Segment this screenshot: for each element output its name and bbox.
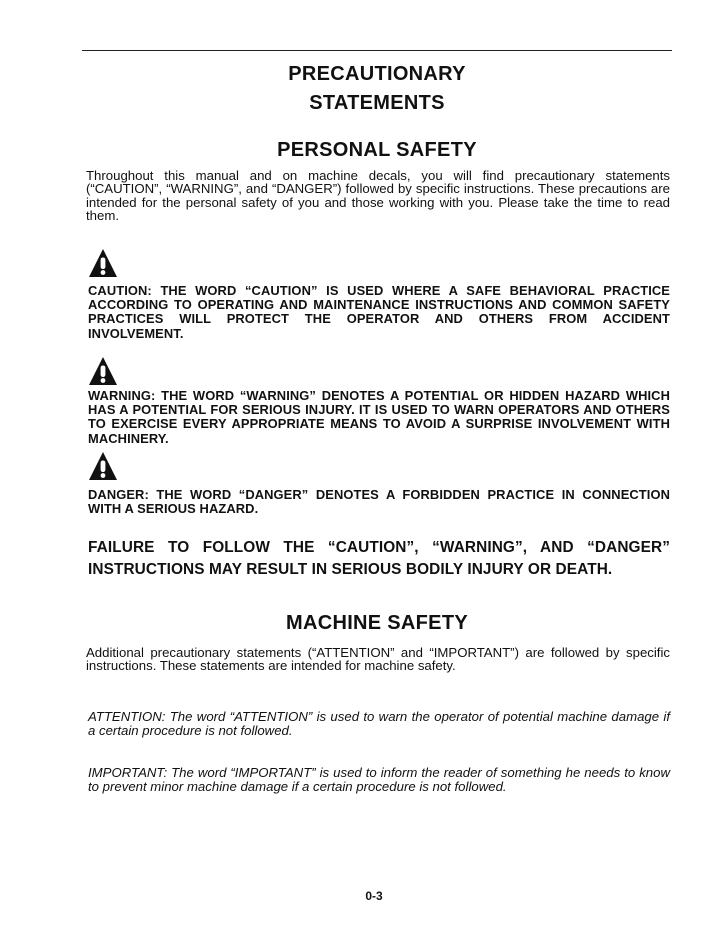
page-title-line-2: STATEMENTS	[309, 92, 445, 114]
warning-triangle-icon	[88, 356, 118, 386]
danger-statement: DANGER: THE WORD “DANGER” DENOTES A FORBIDDEN PRACTICE IN CONNECTION WITH A SERIOUS HAZARD.	[88, 487, 670, 517]
important-statement: IMPORTANT: The word “IMPORTANT” is used to inform the reader of something he needs to know to prevent minor machine damage if a certain procedure is not followed.	[88, 765, 670, 794]
top-divider	[82, 50, 672, 51]
machine-safety-heading: MACHINE SAFETY	[286, 612, 468, 634]
machine-safety-intro: Additional precautionary statements (“ATTENTION” and “IMPORTANT”) are followed by specific instructions. These statements are intended for machine safety.	[86, 645, 670, 674]
warning-statement: WARNING: THE WORD “WARNING” DENOTES A POTENTIAL OR HIDDEN HAZARD WHICH HAS A POTENTIAL FOR SERIOUS INJURY. IT IS USED TO WARN OPERATORS AND OTHERS TO EXERCISE EVERY APPROPRIATE MEANS TO AVOID A SURPRISE INVOLVEMENT WITH MACHINERY.	[88, 388, 670, 446]
warning-triangle-icon	[88, 248, 118, 278]
personal-safety-intro: Throughout this manual and on machine decals, you will find precautionary statements (“CAUTION”, “WARNING”, and “DANGER”) followed by specific instructions. These precautions are intended for the personal safety of you and those working with you. Please take the time to read them.	[86, 168, 670, 224]
failure-warning-line-1: FAILURE TO FOLLOW THE “CAUTION”, “WARNING”, AND “DANGER”	[88, 539, 670, 556]
caution-statement: CAUTION: THE WORD “CAUTION” IS USED WHERE A SAFE BEHAVIORAL PRACTICE ACCORDING TO OPERATING AND MAINTENANCE INSTRUCTIONS AND COMMON SAFETY PRACTICES WILL PROTECT THE OPERATOR AND OTHERS FROM ACCIDENT INVOLVEMENT.	[88, 283, 670, 341]
failure-warning-line-2: INSTRUCTIONS MAY RESULT IN SERIOUS BODILY INJURY OR DEATH.	[88, 561, 613, 578]
page-title-line-1: PRECAUTIONARY	[288, 63, 466, 85]
warning-triangle-icon	[88, 451, 118, 481]
personal-safety-heading: PERSONAL SAFETY	[277, 139, 477, 161]
attention-statement: ATTENTION: The word “ATTENTION” is used to warn the operator of potential machine damage if a certain procedure is not followed.	[88, 709, 670, 738]
page-number: 0-3	[365, 889, 383, 903]
failure-warning	[88, 537, 670, 581]
